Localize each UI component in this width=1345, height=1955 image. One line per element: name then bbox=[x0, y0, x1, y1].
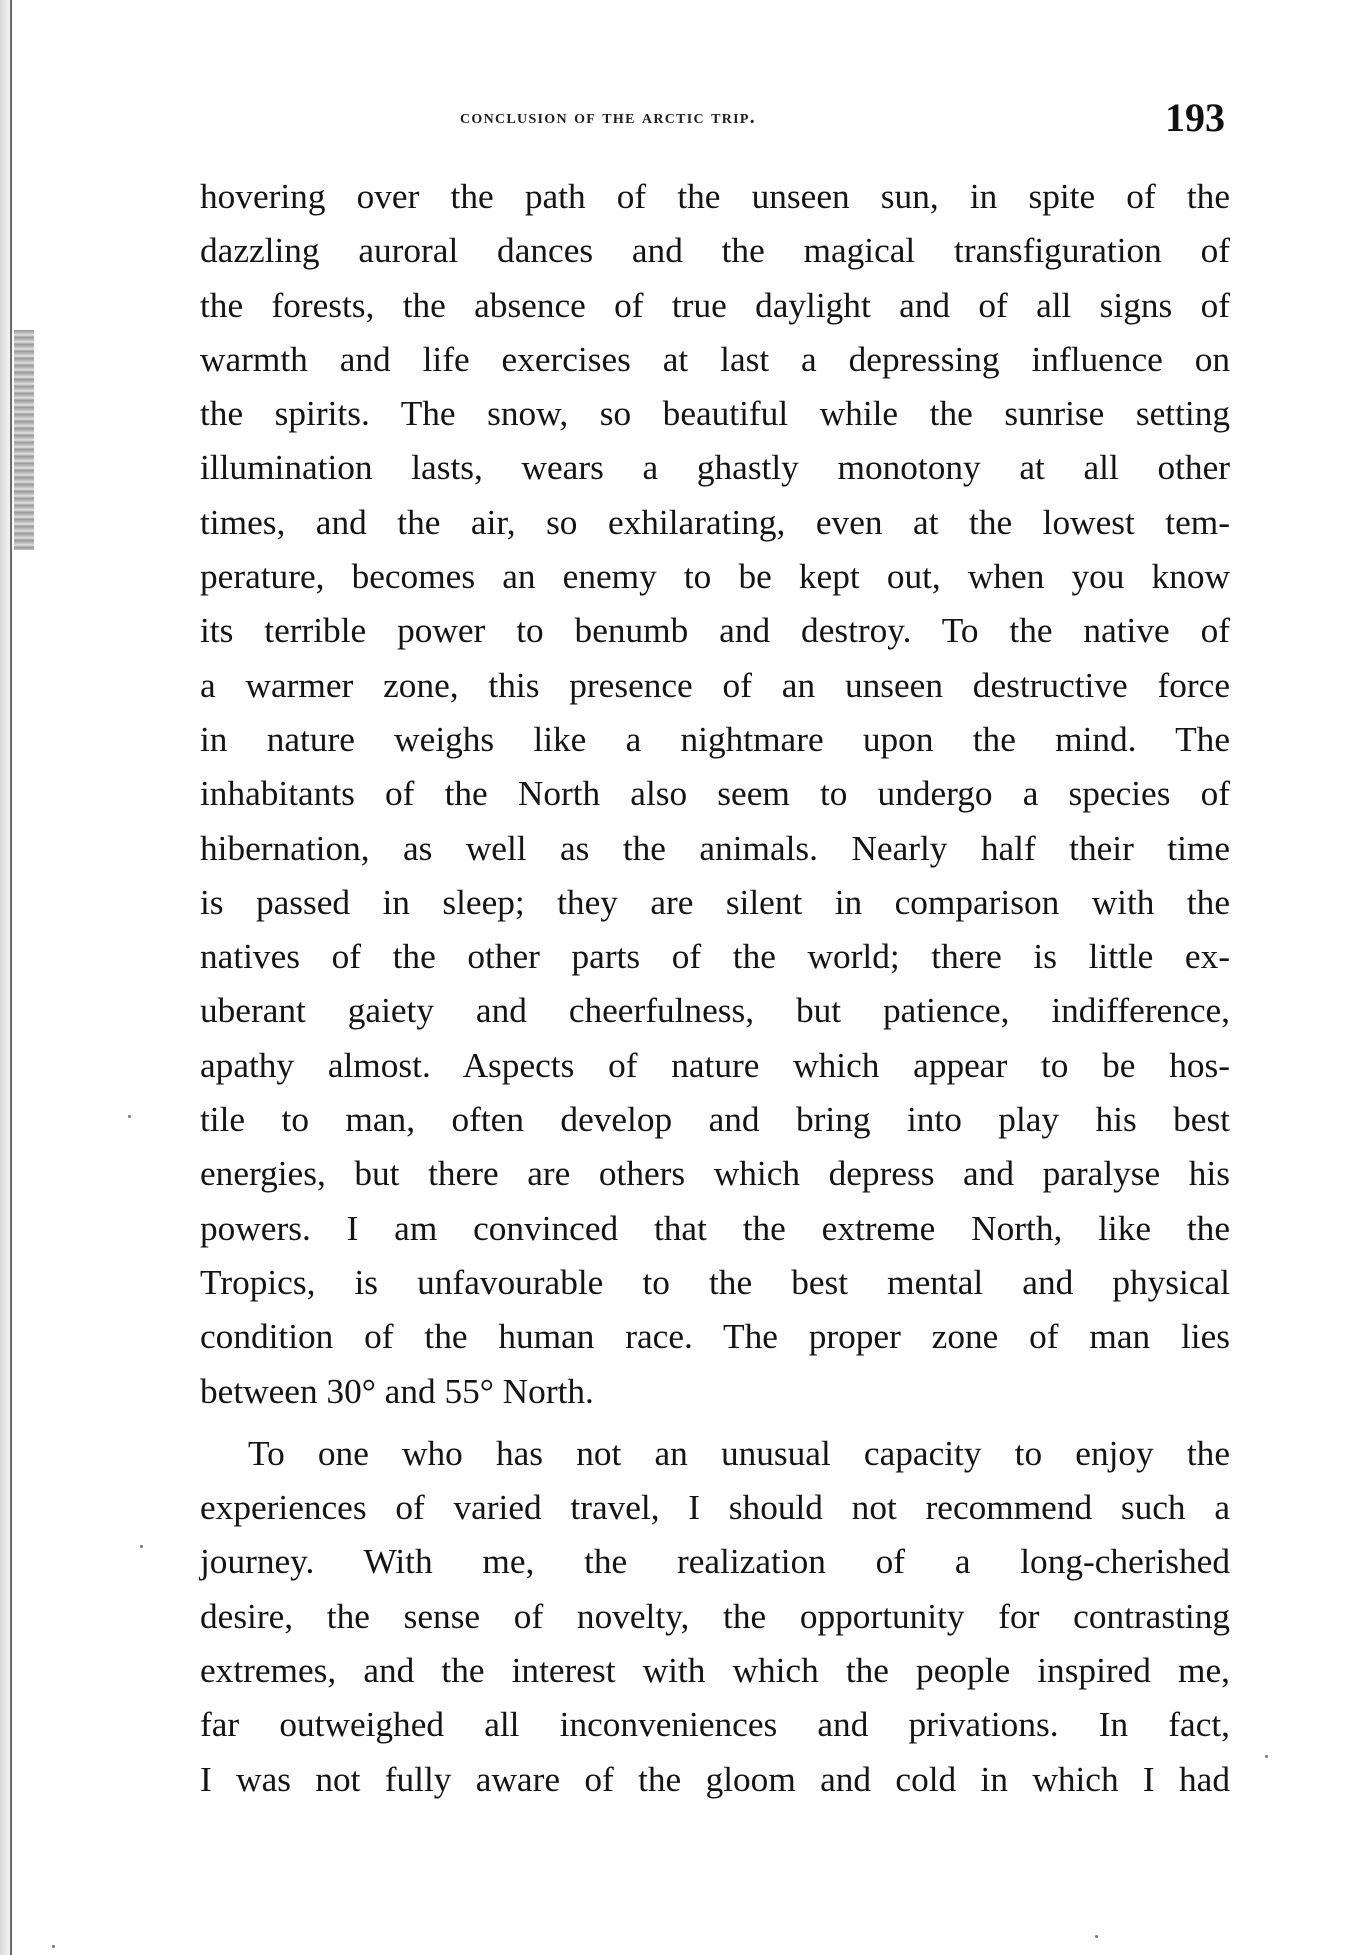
text-line: tile to man, often develop and bring into play his best bbox=[200, 1100, 1230, 1140]
text-line: its terrible power to benumb and destroy. To the native of bbox=[200, 611, 1230, 651]
text-line: journey. With me, the realization of a long-cherished bbox=[200, 1542, 1230, 1582]
text-line: To one who has not an unusual capacity to enjoy the bbox=[248, 1433, 1230, 1473]
paragraph bbox=[200, 1427, 1230, 1807]
running-head: conclusion of the arctic trip. bbox=[460, 107, 756, 128]
text-line: far outweighed all inconveniences and privations. In fact, bbox=[200, 1705, 1230, 1745]
text-line: inhabitants of the North also seem to undergo a species of bbox=[200, 774, 1230, 814]
text-line: a warmer zone, this presence of an unseen destructive force bbox=[200, 665, 1230, 705]
text-line: energies, but there are others which depress and paralyse his bbox=[200, 1154, 1230, 1194]
page-number: 193 bbox=[1165, 95, 1225, 140]
text-line: warmth and life exercises at last a depressing influence on bbox=[200, 339, 1230, 379]
paragraph bbox=[200, 170, 1230, 1419]
text-line: desire, the sense of novelty, the opportunity for contrasting bbox=[200, 1596, 1230, 1636]
text-line: hovering over the path of the unseen sun, in spite of the bbox=[200, 177, 1230, 216]
text-line: experiences of varied travel, I should not recommend such a bbox=[200, 1488, 1230, 1528]
paragraph-gap bbox=[200, 1419, 1230, 1427]
text-line: I was not fully aware of the gloom and cold in which I had bbox=[200, 1759, 1230, 1799]
print-speck bbox=[1265, 1755, 1268, 1758]
body-text bbox=[200, 170, 1230, 1807]
text-line: hibernation, as well as the animals. Nearly half their time bbox=[200, 828, 1230, 868]
text-line: the spirits. The snow, so beautiful while the sunrise setting bbox=[200, 394, 1230, 434]
text-line: Tropics, is unfavourable to the best mental and physical bbox=[200, 1262, 1230, 1302]
text-line: natives of the other parts of the world; there is little ex- bbox=[200, 937, 1230, 977]
text-line: extremes, and the interest with which the people inspired me, bbox=[200, 1651, 1230, 1691]
text-line: is passed in sleep; they are silent in comparison with the bbox=[200, 882, 1230, 922]
print-speck bbox=[140, 1545, 143, 1548]
text-line: perature, becomes an enemy to be kept out, when you know bbox=[200, 557, 1230, 597]
text-line: times, and the air, so exhilarating, even at the lowest tem- bbox=[200, 502, 1230, 542]
text-line: apathy almost. Aspects of nature which appear to be hos- bbox=[200, 1045, 1230, 1085]
text-line: uberant gaiety and cheerfulness, but patience, indifference, bbox=[200, 991, 1230, 1031]
text-line: condition of the human race. The proper zone of man lies bbox=[200, 1317, 1230, 1357]
print-speck bbox=[128, 1115, 131, 1118]
text-line: dazzling auroral dances and the magical transfiguration of bbox=[200, 231, 1230, 271]
text-line: between 30° and 55° North. bbox=[200, 1371, 594, 1411]
spine-scan-artifact bbox=[14, 330, 34, 550]
text-line: illumination lasts, wears a ghastly monotony at all other bbox=[200, 448, 1230, 488]
print-speck bbox=[52, 1945, 55, 1948]
text-line: powers. I am convinced that the extreme North, like the bbox=[200, 1208, 1230, 1248]
text-line: the forests, the absence of true daylight and of all signs of bbox=[200, 285, 1230, 325]
print-speck bbox=[1095, 1935, 1098, 1938]
binding-line bbox=[10, 0, 12, 1955]
text-line: in nature weighs like a nightmare upon the mind. The bbox=[200, 719, 1230, 759]
